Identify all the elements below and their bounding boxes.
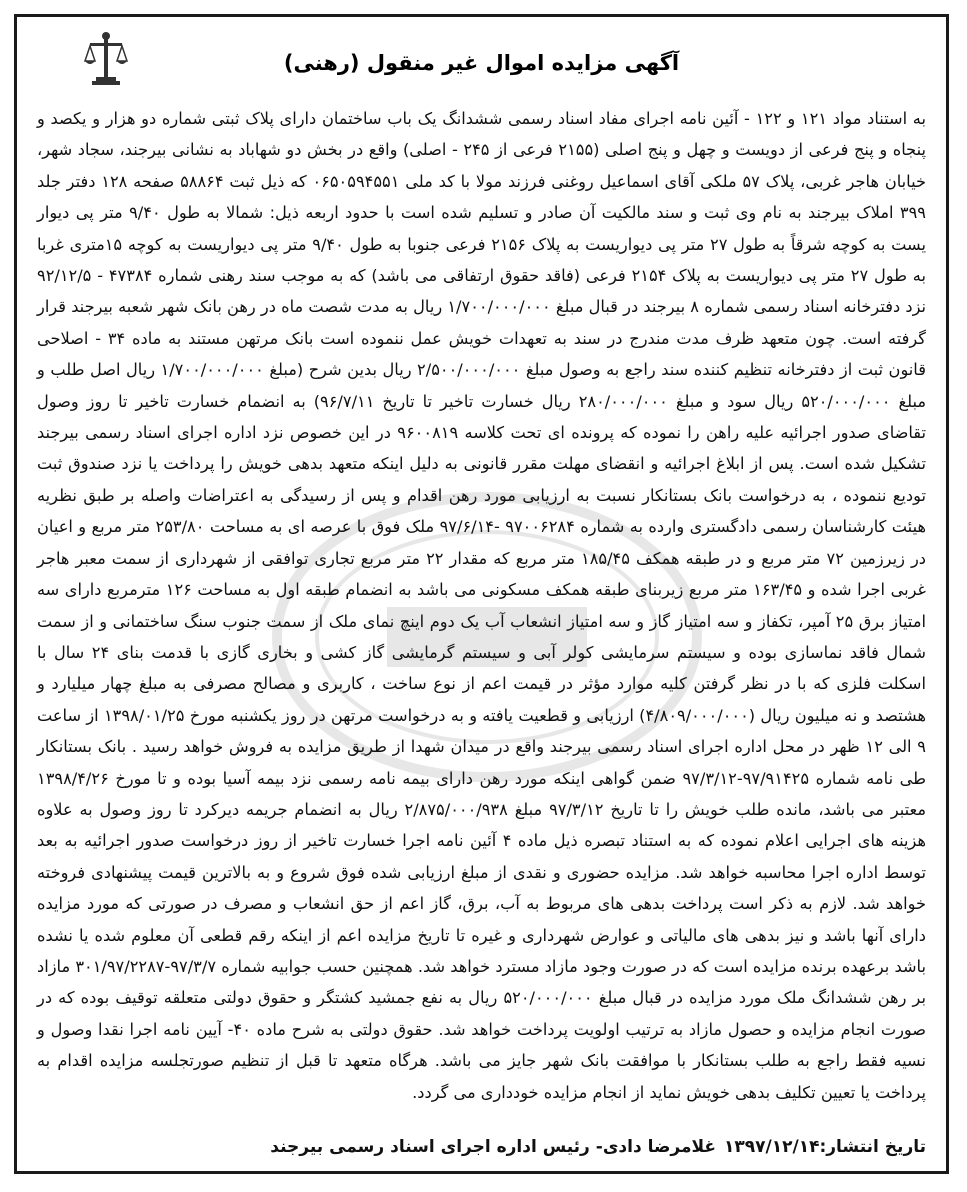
notice-footer <box>37 1137 926 1157</box>
notice-title: آگهی مزایده اموال غیر منقول (رهنی) <box>283 51 680 75</box>
notice-body <box>37 103 926 1108</box>
notice-header <box>17 17 946 113</box>
signatory: غلامرضا دادی- رئیس اداره اجرای اسناد رسمی بیرجند <box>270 1137 717 1157</box>
notice-body-paragraph: به استناد مواد ۱۲۱ و ۱۲۲ - آئین نامه اجرای مفاد اسناد رسمی ششدانگ یک باب ساختمان دارای پلاک ثبتی شماره دو هزار و یکصد و پنجاه و پنج فرعی از دویست و چهل و پنج اصلی (۲۱۵۵ فرعی از ۲۴۵ - اصلی) واقع در بخش دو شهاباد به نشانی بیرجند، سجاد شهر، خیابان هاجر غربی، پلاک ۵۷ ملکی آقای اسماعیل روغنی فرزند مولا با کد ملی ۰۶۵۰۵۹۴۵۵۱ که ذیل ثبت ۵۸۸۶۴ صفحه ۱۲۸ دفتر جلد ۳۹۹ املاک بیرجند به نام وی ثبت و سند مالکیت آن صادر و تسلیم شده است با حدود اربعه ذیل: شمالا به طول ۹/۴۰ متر پی دیوار یست به کوچه شرقاً به طول ۲۷ متر پی دیواریست به پلاک ۲۱۵۶ فرعی جنوبا به طول ۹/۴۰ متر پی دیواریست به کوچه ۱۵متری غربا به طول ۲۷ متر پی دیواریست به پلاک ۲۱۵۴ فرعی (فاقد حقوق ارتفاقی می باشد) که به موجب سند رهنی شماره ۴۷۳۸۴ - ۹۲/۱۲/۵ نزد دفترخانه اسناد رسمی شماره ۸ بیرجند در قبال مبلغ ۱/۷۰۰/۰۰۰/۰۰۰ ریال به مدت شصت ماه در رهن بانک شهر شعبه بیرجند قرار گرفته است. چون متعهد ظرف مدت مندرج در سند به تعهدات خویش عمل ننموده است بانک مرتهن مستند به ماده ۳۴ - اصلاحی قانون ثبت از دفترخانه تنظیم کننده سند راجع به وصول مبلغ ۲/۵۰۰/۰۰۰/۰۰۰ ریال بدین شرح (مبلغ ۱/۷۰۰/۰۰۰/۰۰۰ ریال اصل طلب و مبلغ ۵۲۰/۰۰۰/۰۰۰ ریال سود و مبلغ ۲۸۰/۰۰۰/۰۰۰ ریال خسارت تاخیر تا تاریخ ۹۶/۷/۱۱) به انضمام خسارت تاخیر تا روز وصول تقاضای صدور اجرائیه علیه راهن را نموده که پرونده ای تحت کلاسه ۹۶۰۰۸۱۹ در این خصوص نزد اداره اجرای اسناد رسمی بیرجند تشکیل شده است. پس از ابلاغ اجرائیه و انقضای مهلت مقرر قانونی به دلیل اینکه متعهد بدهی خویش را پرداخت یا نزد صندوق ثبت تودیع ننموده ، به درخواست بانک بستانکار نسبت به ارزیابی مورد رهن اقدام و پس از رسیدگی به اعتراضات واصله بر طبق نظریه هیئت کارشناسان رسمی دادگستری وارده به شماره ۹۷۰۰۶۲۸۴ -۹۷/۶/۱۴ ملک فوق با عرصه ای به مساحت ۲۵۳/۸۰ متر مربع و اعیان در زیرزمین ۷۲ متر مربع و در طبقه همکف ۱۸۵/۴۵ متر مربع که مقدار ۲۲ متر مربع تجاری توافقی از شهرداری از سمت معبر هاجر غربی اجرا شده و ۱۶۳/۴۵ متر مربع زیربنای طبقه همکف مسکونی می باشد به انضمام طبقه اول به مساحت ۱۲۶ مترمربع دارای سه امتیاز برق ۲۵ آمپر، تکفاز و سه امتیاز گاز و سه امتیاز انشعاب آب یک دوم اینچ نمای ملک از سمت جنوب سنگ ساختمانی و از سمت شمال فاقد نماسازی بوده و سیستم سرمایشی کولر آبی و سیستم گرمایشی گاز کشی و بخاری گازی با قدمت بنای ۲۴ سال با اسکلت فلزی که با در نظر گرفتن کلیه موارد مؤثر در قیمت اعم از نوع ساخت ، کاربری و مصالح مصرفی به مبلغ چهار میلیارد و هشتصد و نه میلیون ریال (۴/۸۰۹/۰۰۰/۰۰۰) ارزیابی و قطعیت یافته و به درخواست مرتهن در روز یکشنبه مورخ ۱۳۹۸/۰۱/۲۵ از ساعت ۹ الی ۱۲ ظهر در محل اداره اجرای اسناد رسمی بیرجند واقع در میدان شهدا از طریق مزایده به فروش خواهد رسید . بانک بستانکار طی نامه شماره ۹۷/۹۱۴۲۵-۹۷/۳/۱۲ ضمن گواهی اینکه مورد رهن دارای بیمه نامه رسمی نزد بیمه آسیا بوده و تا مورخ ۱۳۹۸/۴/۲۶ معتبر می باشد، مانده طلب خویش را تا تاریخ ۹۷/۳/۱۲ مبلغ ۲/۸۷۵/۰۰۰/۹۳۸ ریال به انضمام جریمه دیرکرد تا روز وصول به علاوه هزینه های اجرایی اعلام نموده که به استناد تبصره ذیل ماده ۴ آئین نامه اجرا خسارت تاخیر از روز درخواست صدور اجرائیه به بعد توسط اداره اجرا محاسبه خواهد شد. مزایده حضوری و نقدی از مبلغ ارزیابی شده فوق شروع و به بالاترین قیمت پیشنهادی فروخته خواهد شد. لازم به ذکر است پرداخت بدهی های مربوط به آب، برق، گاز اعم از حق انشعاب و مصرف در صورتی که مورد مزایده دارای آنها باشد و نیز بدهی های مالیاتی و عوارض شهرداری و غیره تا تاریخ مزایده اعم از اینکه رقم قطعی آن معلوم شده یا نشده باشد برعهده برنده مزایده است که در صورت وجود مازاد مسترد خواهد شد. همچنین حسب جوابیه شماره ۹۷/۳/۷-۳۰۱/۹۷/۲۲۸۷ مازاد بر رهن ششدانگ ملک مورد مزایده در قبال مبلغ ۵۲۰/۰۰۰/۰۰۰ ریال به نفع جمشید کشتگر و حقوق دولتی متعلقه توقیف بوده که در صورت انجام مزایده و حصول مازاد به ترتیب اولویت پرداخت خواهد شد. حقوق دولتی به شرح ماده ۴۰- آیین نامه اجرا نقدا وصول و نسیه فقط راجع به طلب بستانکار با موافقت بانک شهر جایز می باشد. هرگاه متعهد تا قبل از تنظیم صورتجلسه مزایده اقدام به پرداخت یا تعیین تکلیف بدهی خویش نماید از انجام مزایده خودداری می گردد. <box>37 109 927 1102</box>
publish-date: تاریخ انتشار:۱۳۹۷/۱۲/۱۴ <box>724 1137 926 1157</box>
notice-frame <box>14 14 949 1174</box>
